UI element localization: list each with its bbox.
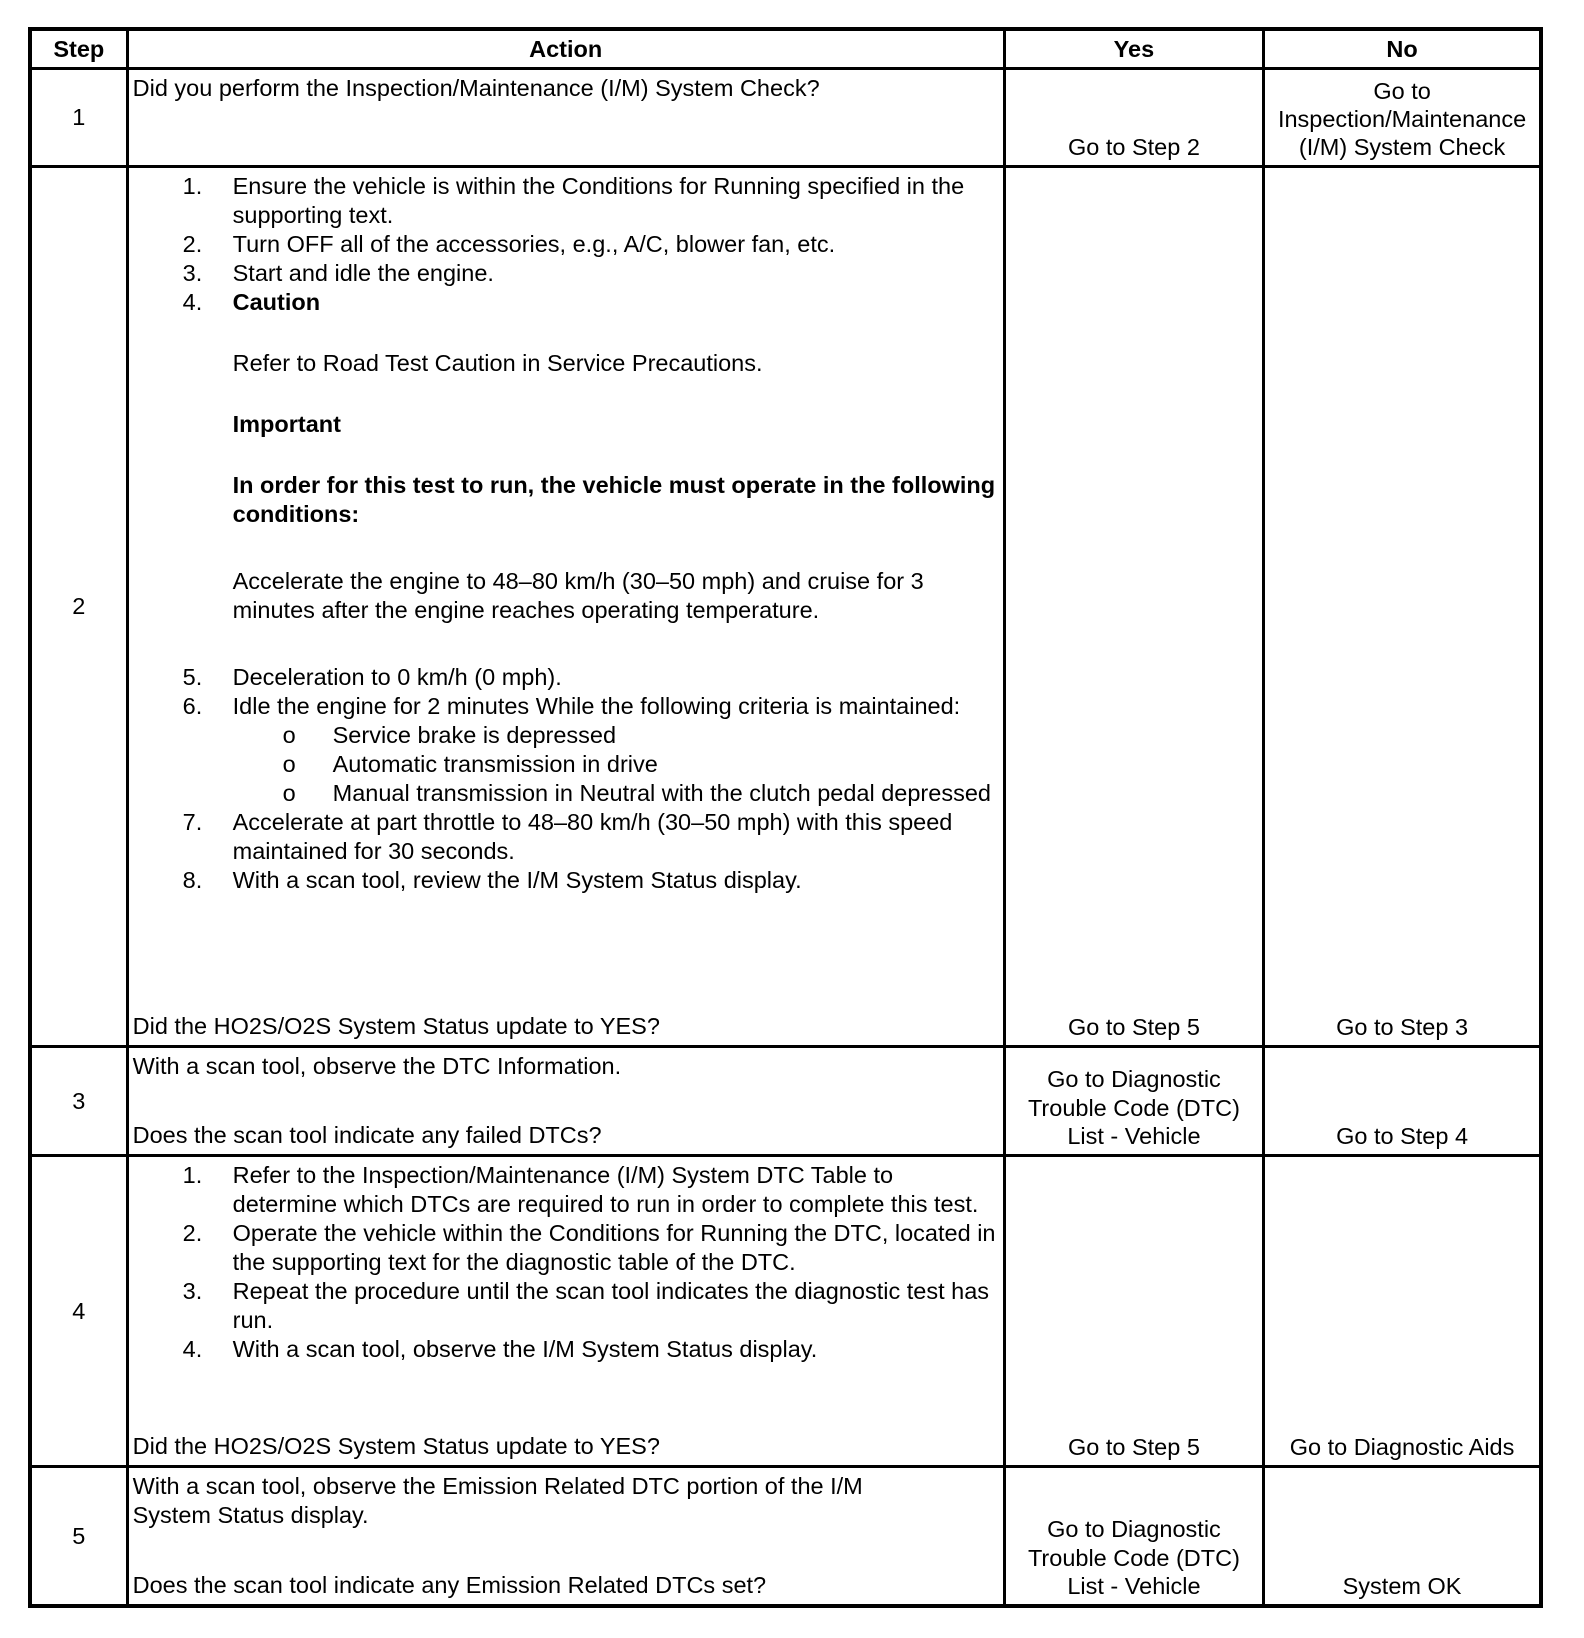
list-item-text: Repeat the procedure until the scan tool indicates the diagnostic test has run. — [232, 1277, 990, 1333]
list-item — [133, 692, 999, 721]
list-item-text: With a scan tool, observe the I/M System Status display. — [232, 1335, 818, 1362]
yes-text: Go to Diagnostic Trouble Code (DTC) List - Vehicle — [1027, 1516, 1240, 1599]
list-item-text: Deceleration to 0 km/h (0 mph). — [232, 664, 562, 691]
table-row-step-3 — [30, 1047, 1541, 1156]
caution-text: Refer to Road Test Caution in Service Precautions. — [232, 350, 763, 377]
list-item-text: Accelerate at part throttle to 48–80 km/h (30–50 mph) with this speed maintained for 30 seconds. — [232, 809, 953, 865]
no-cell: Go to Step 3 — [1264, 167, 1541, 1047]
no-cell: System OK — [1264, 1467, 1541, 1606]
step-number: 5 — [30, 1467, 127, 1606]
list-item-number: 1. — [182, 173, 203, 200]
no-cell — [1264, 69, 1541, 167]
diagnostic-table — [28, 27, 1543, 1608]
list-item — [133, 1335, 999, 1364]
list-item-number: 3. — [182, 260, 203, 287]
yes-text: Go to Diagnostic Trouble Code (DTC) List - Vehicle — [1027, 1066, 1240, 1149]
list-item-number: 2. — [182, 1219, 203, 1246]
list-item-text: Caution — [232, 289, 321, 316]
yes-cell — [1004, 1047, 1263, 1156]
table-row-step-2 — [30, 167, 1541, 1047]
question-text: Did the HO2S/O2S System Status update to YES? — [132, 1433, 660, 1460]
step-number: 2 — [30, 167, 127, 1047]
criteria-item — [133, 750, 999, 779]
action-cell — [127, 1467, 1004, 1606]
list-item-number: 6. — [182, 693, 203, 720]
question-text: Does the scan tool indicate any failed DTCs? — [132, 1121, 602, 1148]
yes-cell: Go to Step 5 — [1004, 1155, 1263, 1466]
list-item-number: 7. — [182, 809, 203, 836]
action-list — [133, 808, 999, 895]
action-cell — [127, 1155, 1004, 1466]
action-list — [133, 663, 999, 721]
list-item — [133, 259, 999, 288]
no-cell: Go to Step 4 — [1264, 1047, 1541, 1156]
header-row — [30, 29, 1541, 69]
bullet-marker: o — [282, 780, 296, 807]
list-item — [133, 1161, 999, 1219]
important-text: In order for this test to run, the vehicle must operate in the following conditions: — [232, 472, 996, 528]
no-cell: Go to Diagnostic Aids — [1264, 1155, 1541, 1466]
header-step: Step — [30, 29, 127, 69]
list-item-number: 8. — [182, 867, 203, 894]
action-text: With a scan tool, observe the Emission Related DTC portion of the I/M System Status display. — [132, 1473, 863, 1529]
action-list — [133, 172, 999, 317]
step-number: 4 — [30, 1155, 127, 1466]
list-item-number: 2. — [182, 231, 203, 258]
list-item-number: 4. — [182, 1335, 203, 1362]
criteria-text: Manual transmission in Neutral with the clutch pedal depressed — [332, 780, 991, 807]
criteria-list — [133, 721, 999, 808]
action-cell — [127, 1047, 1004, 1156]
criteria-text: Automatic transmission in drive — [332, 751, 658, 778]
list-item — [133, 1219, 999, 1277]
no-text: Go to Inspection/Maintenance (I/M) System Check — [1277, 77, 1527, 161]
list-item — [133, 663, 999, 692]
list-item — [133, 1277, 999, 1335]
bullet-marker: o — [282, 722, 296, 749]
yes-cell — [1004, 1467, 1263, 1606]
list-item-text: With a scan tool, review the I/M System Status display. — [232, 867, 802, 894]
bullet-marker: o — [282, 751, 296, 778]
table-row-step-5 — [30, 1467, 1541, 1606]
step-number: 1 — [30, 69, 127, 167]
question-text: Does the scan tool indicate any Emission Related DTCs set? — [132, 1572, 767, 1598]
step-number: 3 — [30, 1047, 127, 1156]
yes-cell: Go to Step 5 — [1004, 167, 1263, 1047]
list-item — [133, 230, 999, 259]
list-item-number: 5. — [182, 664, 203, 691]
question-text: Did the HO2S/O2S System Status update to YES? — [132, 1013, 660, 1040]
header-yes: Yes — [1004, 29, 1263, 69]
list-item-text: Ensure the vehicle is within the Conditions for Running specified in the supporting text. — [232, 173, 965, 229]
action-text: Did you perform the Inspection/Maintenance (I/M) System Check? — [132, 75, 820, 101]
header-action: Action — [127, 29, 1004, 69]
list-item-text: Idle the engine for 2 minutes While the following criteria is maintained: — [232, 693, 961, 720]
list-item-text: Turn OFF all of the accessories, e.g., A/C, blower fan, etc. — [232, 231, 836, 258]
header-no: No — [1264, 29, 1541, 69]
yes-cell: Go to Step 2 — [1004, 69, 1263, 167]
criteria-item — [133, 779, 999, 808]
important-label: Important — [232, 411, 341, 438]
action-cell — [127, 167, 1004, 1047]
list-item-number: 1. — [182, 1161, 203, 1188]
criteria-text: Service brake is depressed — [332, 722, 617, 749]
list-item-text: Refer to the Inspection/Maintenance (I/M) System DTC Table to determine which DTCs are required to run in order to complete this test. — [232, 1161, 979, 1217]
list-item-text: Operate the vehicle within the Conditions for Running the DTC, located in the supporting text for the diagnostic table of the DTC. — [232, 1219, 996, 1275]
action-list — [133, 1161, 999, 1364]
criteria-item — [133, 721, 999, 750]
list-item — [133, 288, 999, 317]
list-item-number: 4. — [182, 289, 203, 316]
action-cell — [127, 69, 1004, 167]
action-text: With a scan tool, observe the DTC Information. — [132, 1053, 622, 1080]
table-row-step-1 — [30, 69, 1541, 167]
accelerate-text: Accelerate the engine to 48–80 km/h (30–50 mph) and cruise for 3 minutes after the engine reaches operating temperature. — [232, 568, 924, 624]
list-item — [133, 172, 999, 230]
table-row-step-4 — [30, 1155, 1541, 1466]
list-item — [133, 866, 999, 895]
list-item-number: 3. — [182, 1277, 203, 1304]
list-item-text: Start and idle the engine. — [232, 260, 494, 287]
list-item — [133, 808, 999, 866]
